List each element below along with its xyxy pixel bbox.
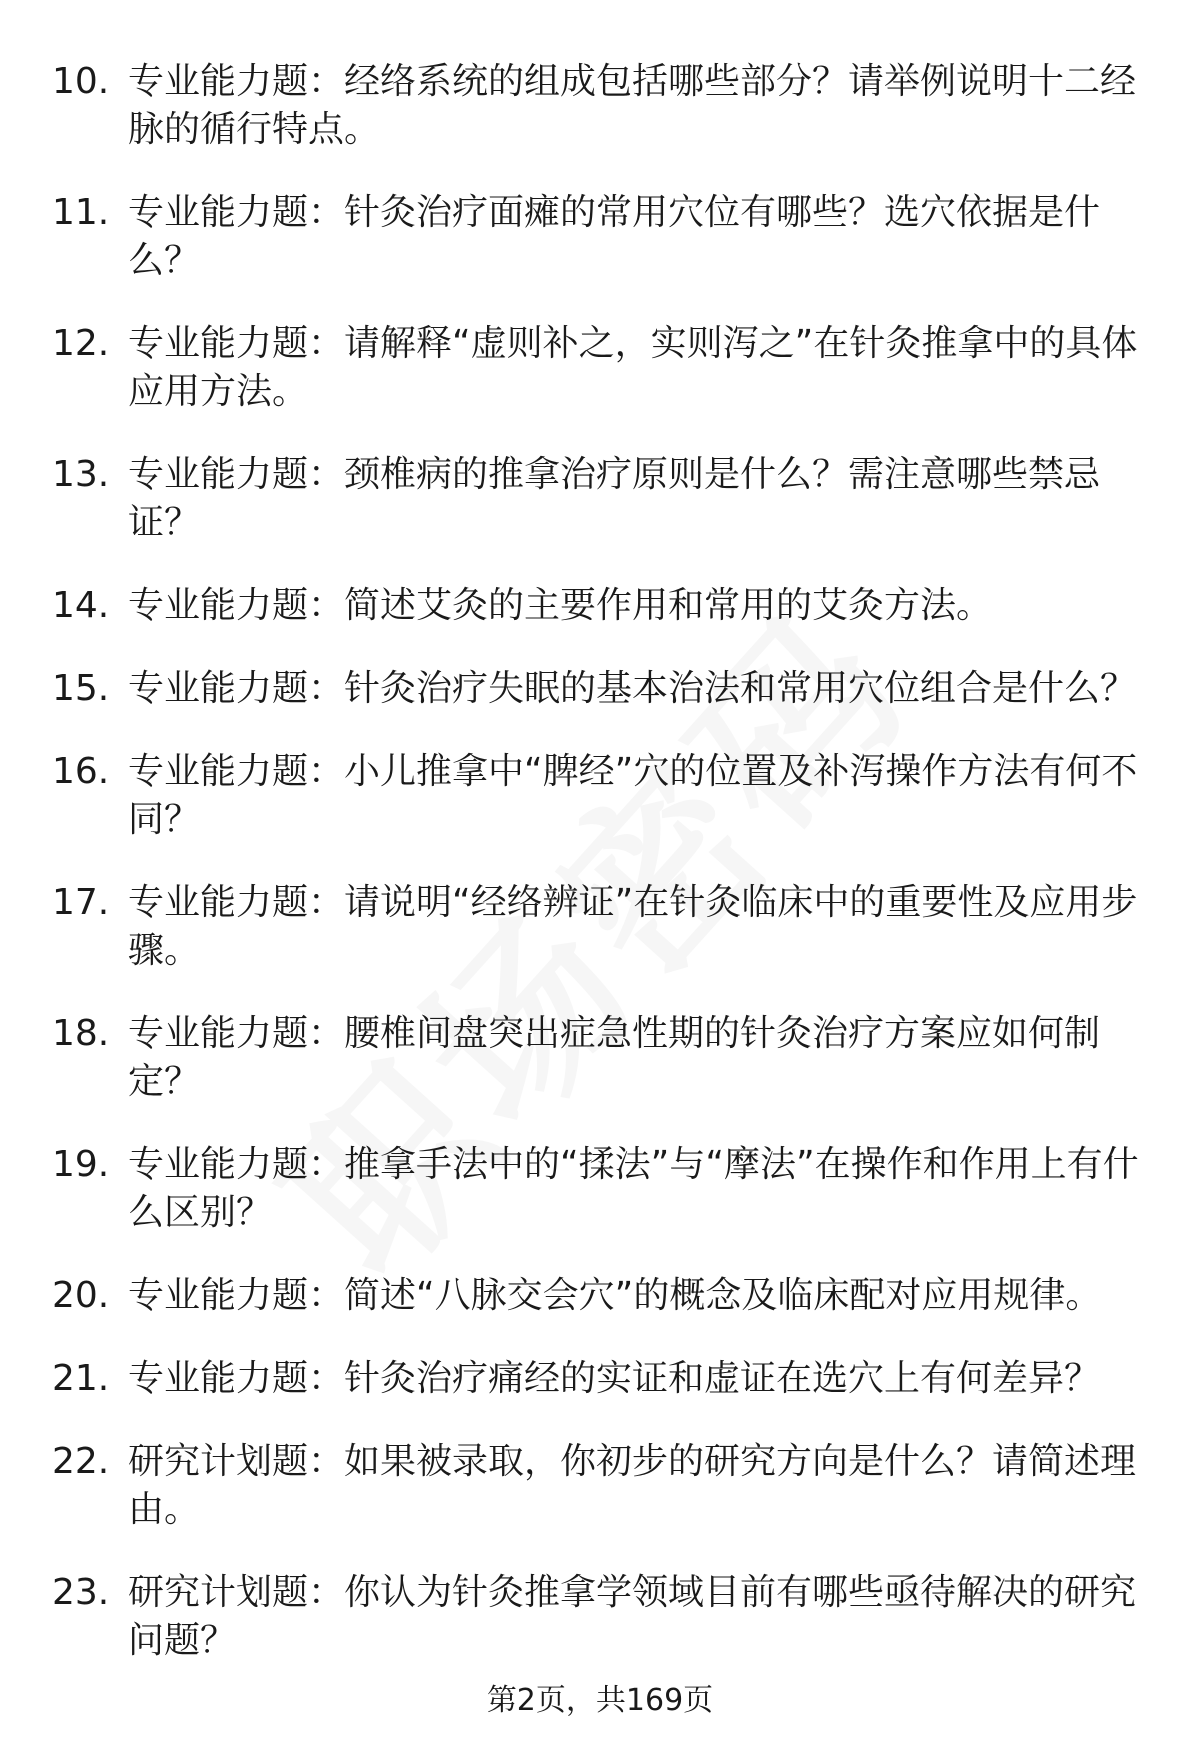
question-text: 推拿手法中的“揉法”与“摩法”在操作和作用上有什么区别？	[128, 1144, 1139, 1233]
question-text: 你认为针灸推拿学领域目前有哪些亟待解决的研究问题？	[128, 1572, 1137, 1661]
question-number: 12.	[52, 323, 110, 364]
question-item	[0, 582, 1200, 630]
question-category: 专业能力题：	[128, 751, 345, 792]
question-text: 简述艾灸的主要作用和常用的艾灸方法。	[344, 585, 993, 626]
question-item	[0, 1010, 1200, 1106]
question-category: 专业能力题：	[128, 1144, 345, 1185]
question-category: 研究计划题：	[128, 1441, 345, 1482]
question-number: 18.	[52, 1013, 110, 1054]
question-item	[0, 1272, 1200, 1320]
question-number: 22.	[52, 1441, 110, 1482]
question-category: 专业能力题：	[128, 323, 345, 364]
question-item	[0, 451, 1200, 547]
question-item	[0, 1569, 1200, 1665]
question-category: 专业能力题：	[128, 192, 345, 233]
question-text: 针灸治疗痛经的实证和虚证在选穴上有何差异？	[344, 1358, 1101, 1399]
question-text: 如果被录取，你初步的研究方向是什么？请简述理由。	[128, 1441, 1137, 1530]
question-number: 15.	[52, 668, 110, 709]
page-number: 第2页，共169页	[486, 1683, 714, 1718]
question-text: 经络系统的组成包括哪些部分？请举例说明十二经脉的循行特点。	[128, 61, 1137, 150]
question-item	[0, 58, 1200, 154]
question-number: 19.	[52, 1144, 110, 1185]
question-number: 20.	[52, 1275, 110, 1316]
question-list	[0, 58, 1200, 1700]
question-category: 专业能力题：	[128, 454, 345, 495]
question-category: 专业能力题：	[128, 1275, 345, 1316]
question-number: 16.	[52, 751, 110, 792]
question-item	[0, 879, 1200, 975]
question-category: 专业能力题：	[128, 1358, 345, 1399]
question-item	[0, 1141, 1200, 1237]
question-number: 14.	[52, 585, 110, 626]
question-number: 13.	[52, 454, 110, 495]
question-number: 10.	[52, 61, 110, 102]
question-category: 专业能力题：	[128, 61, 345, 102]
question-number: 23.	[52, 1572, 110, 1613]
question-number: 17.	[52, 882, 110, 923]
question-text: 针灸治疗失眠的基本治法和常用穴位组合是什么？	[344, 668, 1137, 709]
question-category: 专业能力题：	[128, 882, 345, 923]
question-category: 专业能力题：	[128, 1013, 345, 1054]
question-number: 21.	[52, 1358, 110, 1399]
question-item	[0, 665, 1200, 713]
question-category: 专业能力题：	[128, 668, 345, 709]
question-text: 请说明“经络辨证”在针灸临床中的重要性及应用步骤。	[128, 882, 1138, 971]
question-text: 颈椎病的推拿治疗原则是什么？需注意哪些禁忌证？	[128, 454, 1101, 543]
question-number: 11.	[52, 192, 110, 233]
question-text: 针灸治疗面瘫的常用穴位有哪些？选穴依据是什么？	[128, 192, 1101, 281]
question-text: 腰椎间盘突出症急性期的针灸治疗方案应如何制定？	[128, 1013, 1101, 1102]
question-text: 小儿推拿中“脾经”穴的位置及补泻操作方法有何不同？	[128, 751, 1138, 840]
question-text: 简述“八脉交会穴”的概念及临床配对应用规律。	[344, 1275, 1102, 1316]
question-text: 请解释“虚则补之，实则泻之”在针灸推拿中的具体应用方法。	[128, 323, 1138, 412]
question-category: 研究计划题：	[128, 1572, 345, 1613]
question-item	[0, 1438, 1200, 1534]
question-category: 专业能力题：	[128, 585, 345, 626]
question-item	[0, 189, 1200, 285]
question-item	[0, 1355, 1200, 1403]
question-item	[0, 320, 1200, 416]
question-item	[0, 748, 1200, 844]
